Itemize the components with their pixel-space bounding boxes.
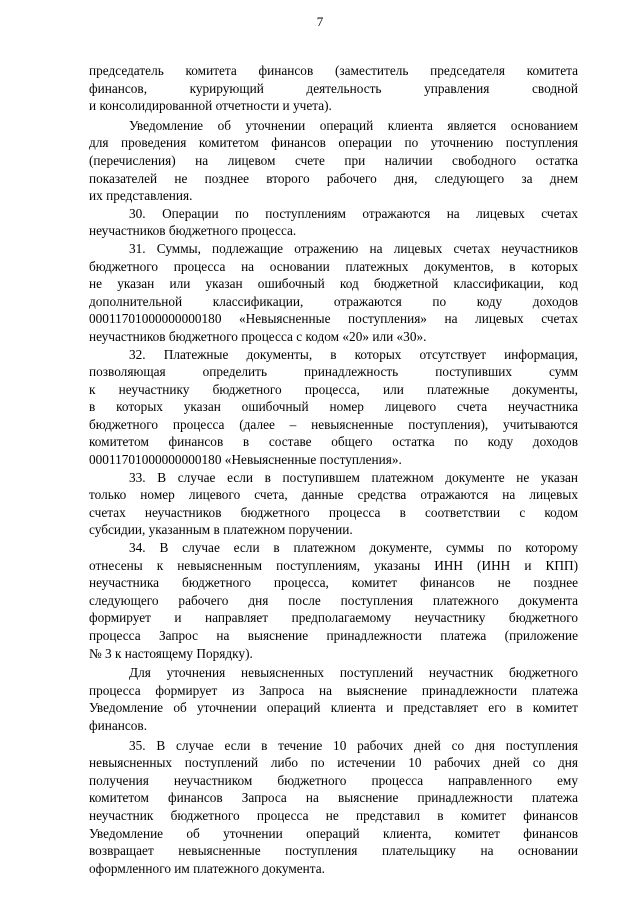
document-body <box>89 62 578 877</box>
text-line: оформленного им платежного документа. <box>89 860 325 876</box>
text-line: комитетом финансов в составе общего остатка по коду доходов <box>89 434 578 450</box>
text-line: неучастников бюджетного процесса с кодом «20» или «30». <box>89 328 427 344</box>
paragraph-p7 <box>89 539 578 662</box>
text-line: невыясненных поступлений либо по истечении 10 рабочих дней со дня <box>89 755 578 771</box>
text-line: неучастника бюджетного процесса, комитет финансов не позднее <box>89 575 578 591</box>
text-line: дополнительной классификации, отражаются по коду доходов <box>89 293 578 309</box>
text-line: формирует и направляет предполагаемому неучастнику бюджетного <box>89 610 578 626</box>
text-line: 33. В случае если в поступившем платежном документе не указан <box>129 469 578 485</box>
text-line: 00011701000000000180 «Невыясненные поступления». <box>89 452 402 468</box>
paragraph-p8 <box>89 664 578 734</box>
text-line: бюджетного процесса (далее – невыясненные поступления), учитываются <box>89 416 578 432</box>
text-line: 30. Операции по поступлениям отражаются на лицевых счетах <box>129 205 578 221</box>
paragraph-p6 <box>89 469 578 539</box>
text-line: 32. Платежные документы, в которых отсутствует информация, <box>129 346 578 362</box>
text-line: финансов, курирующий деятельность управления сводной <box>89 80 578 96</box>
page-number: 7 <box>316 14 324 29</box>
text-line: получения неучастником бюджетного процесса направленного ему <box>89 772 578 788</box>
paragraph-p9 <box>89 737 578 878</box>
text-line: в которых указан ошибочный номер лицевого счета неучастника <box>89 399 578 415</box>
text-line: отнесены к невыясненным поступлениям, указаны ИНН (ИНН и КПП) <box>89 557 578 573</box>
paragraph-p5 <box>89 346 578 469</box>
text-line: возвращает невыясненные поступления плательщику на основании <box>89 843 578 859</box>
text-line: показателей не позднее второго рабочего дня, следующего за днем <box>89 170 578 186</box>
text-line: неучастников бюджетного процесса. <box>89 223 297 239</box>
text-line: Уведомление об уточнении операций клиента и представляет его в комитет <box>89 700 578 716</box>
text-line: комитетом финансов Запроса на выяснение принадлежности платежа <box>89 790 578 806</box>
text-line: не указан или указан ошибочный код бюджетной классификации, код <box>89 276 578 292</box>
text-line: позволяющая определить принадлежность поступивших сумм <box>89 364 578 380</box>
text-line: финансов. <box>89 717 148 733</box>
text-line: Уведомление об уточнении операций клиента, комитет финансов <box>89 825 578 841</box>
text-line: процесса формирует из Запроса на выяснение принадлежности платежа <box>89 682 578 698</box>
text-line: неучастник бюджетного процесса не представил в комитет финансов <box>89 807 578 823</box>
text-line: 34. В случае если в платежном документе, суммы по которому <box>129 540 578 556</box>
paragraph-p2 <box>89 117 578 205</box>
text-line: (перечисления) на лицевом счете при наличии свободного остатка <box>89 152 578 168</box>
text-line: счетах неучастников бюджетного процесса в соответствии с кодом <box>89 504 578 520</box>
text-line: следующего рабочего дня после поступления платежного документа <box>89 592 578 608</box>
text-line: председатель комитета финансов (заместитель председателя комитета <box>89 63 578 78</box>
text-line: к неучастнику бюджетного процесса, или платежные документы, <box>89 381 578 397</box>
text-line: № 3 к настоящему Порядку). <box>89 645 253 661</box>
text-line: только номер лицевого счета, данные средства отражаются на лицевых <box>89 487 578 503</box>
text-line: 00011701000000000180 «Невыясненные поступления» на лицевых счетах <box>89 311 578 327</box>
text-line: 35. В случае если в течение 10 рабочих дней со дня поступления <box>129 737 578 753</box>
text-line: процесса Запрос на выяснение принадлежности платежа (приложение <box>89 628 578 643</box>
text-line: 31. Суммы, подлежащие отражению на лицевых счетах неучастников <box>129 240 578 256</box>
text-line: бюджетного процесса на основании платежных документов, в которых <box>89 258 578 274</box>
text-line: и консолидированной отчетности и учета). <box>89 98 332 114</box>
text-line: для проведения комитетом финансов операции по уточнению поступления <box>89 135 578 151</box>
paragraph-p1 <box>89 62 578 115</box>
text-line: Для уточнения невыясненных поступлений неучастник бюджетного <box>129 665 578 681</box>
paragraph-p4 <box>89 240 578 346</box>
paragraph-p3 <box>89 205 578 240</box>
text-line: Уведомление об уточнении операций клиента является основанием <box>129 117 578 133</box>
text-line: субсидии, указанным в платежном поручении. <box>89 522 353 538</box>
text-line: их представления. <box>89 188 193 204</box>
